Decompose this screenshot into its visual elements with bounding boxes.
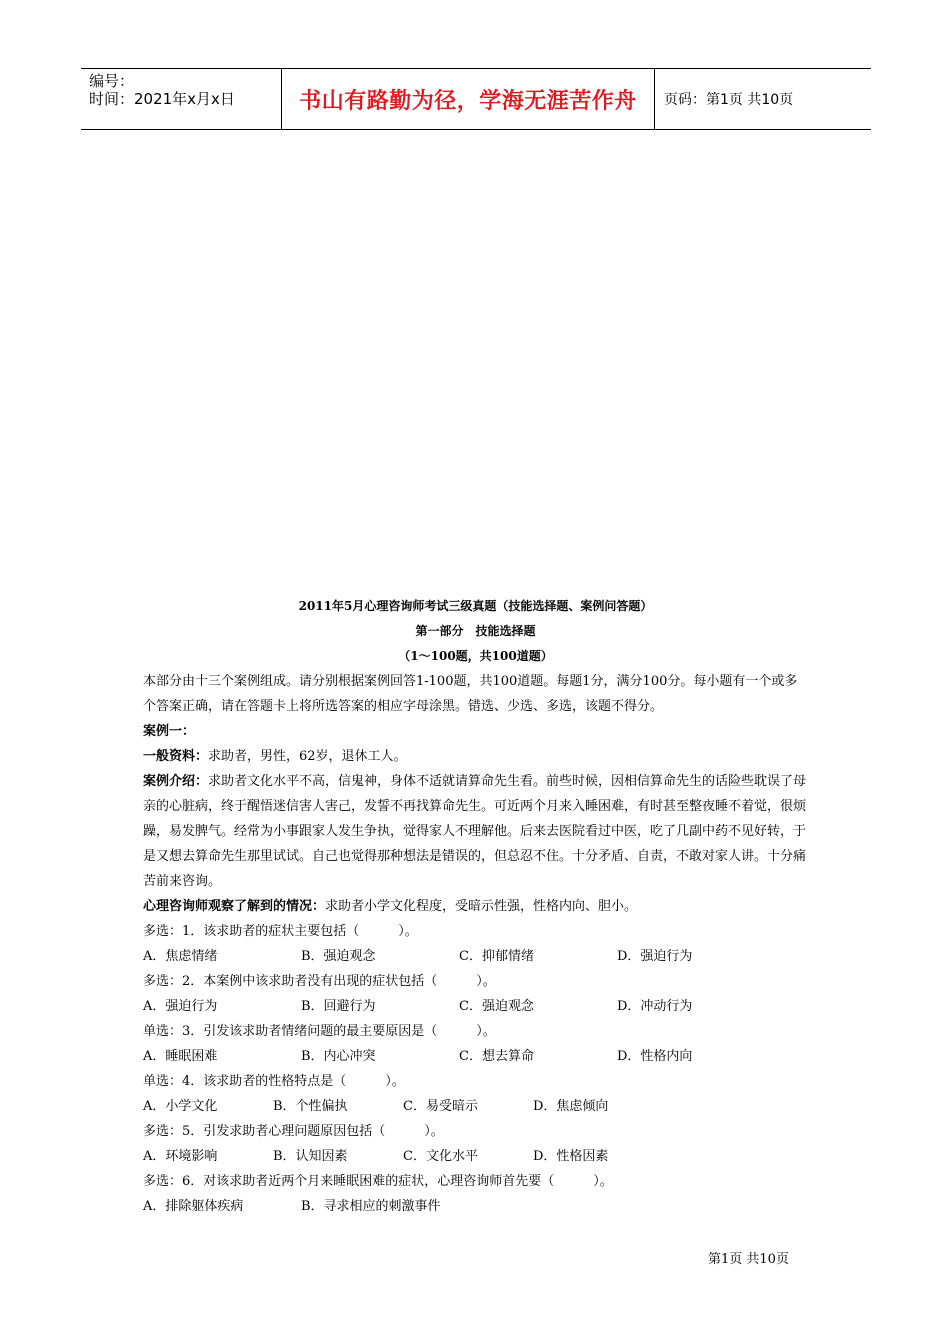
options-1 [143,944,808,969]
part-title: 第一部分 技能选择题 [415,624,536,638]
question-6: 多选：6．对该求助者近两个月来睡眠困难的症状，心理咨询师首先要（ ）。 [143,1174,613,1189]
observation-label: 心理咨询师观察了解到的情况： [143,899,326,914]
options-6 [143,1194,808,1219]
option: C．抑郁情绪 [459,949,534,964]
option: D．性格内向 [617,1049,693,1064]
question-4: 单选：4．该求助者的性格特点是（ ）。 [143,1074,405,1089]
general-info [143,744,808,769]
option: C．易受暗示 [403,1099,478,1114]
page-footer: 第1页 共10页 [708,1252,789,1267]
document-body [143,594,808,1219]
question-2: 多选：2．本案例中该求助者没有出现的症状包括（ ）。 [143,974,496,989]
options-3 [143,1044,808,1069]
number-label: 编号： [89,72,135,90]
option: D．性格因素 [533,1149,609,1164]
option: B．寻求相应的刺激事件 [301,1199,441,1214]
page-header [81,68,871,130]
options-2 [143,994,808,1019]
option: B．强迫观念 [301,949,376,964]
option: A．排除躯体疾病 [143,1199,244,1214]
option: B．个性偏执 [273,1099,348,1114]
question-range: （1～100题，共100道题） [398,649,553,663]
header-meta [89,72,279,108]
options-5 [143,1144,808,1169]
intro-paragraph: 本部分由十三个案例组成。请分别根据案例回答1-100题，共100道题。每题1分，满分100分。每小题有一个或多个答案正确，请在答题卡上将所选答案的相应字母涂黑。错选、少选、多选，该题不得分。 [143,674,798,714]
header-divider [654,69,655,129]
case-intro [143,769,808,894]
question-1: 多选：1．该求助者的症状主要包括（ ）。 [143,924,418,939]
option: C．文化水平 [403,1149,478,1164]
case-intro-label: 案例介绍： [143,774,209,789]
options-4 [143,1094,808,1119]
general-label: 一般资料： [143,749,209,764]
option: A．睡眠困难 [143,1049,218,1064]
option: C．想去算命 [459,1049,534,1064]
option: C．强迫观念 [459,999,534,1014]
option: A．焦虑情绪 [143,949,218,964]
observation [143,894,808,919]
header-page-info: 页码：第1页 共10页 [664,92,794,108]
question-5: 多选：5．引发求助者心理问题原因包括（ ）。 [143,1124,444,1139]
option: A．强迫行为 [143,999,218,1014]
header-motto: 书山有路勤为径，学海无涯苦作舟 [299,88,637,114]
case-intro-text: 求助者文化水平不高，信鬼神，身体不适就请算命先生看。前些时候，因相信算命先生的话险些耽误了母亲的心脏病，终于醒悟迷信害人害己，发誓不再找算命先生。可近两个月来入睡困难，有时甚至整夜睡不着觉，很烦躁，易发脾气。经常为小事跟家人发生争执，觉得家人不理解他。后来去医院看过中医，吃了几副中药不见好转，于是又想去算命先生那里试试。自己也觉得那种想法是错误的，但总忍不住。十分矛盾、自责，不敢对家人讲。十分痛苦前来咨询。 [143,774,807,889]
option: D．冲动行为 [617,999,693,1014]
option: B．内心冲突 [301,1049,376,1064]
general-text: 求助者，男性，62岁，退休工人。 [208,749,407,764]
option: A．环境影响 [143,1149,218,1164]
question-3: 单选：3．引发该求助者情绪问题的最主要原因是（ ）。 [143,1024,496,1039]
doc-title: 2011年5月心理咨询师考试三级真题（技能选择题、案例问答题） [298,599,653,613]
observation-text: 求助者小学文化程度，受暗示性强，性格内向、胆小。 [325,899,638,914]
time-label: 时间：2021年x月x日 [89,90,235,108]
option: D．焦虑倾向 [533,1099,609,1114]
option: A．小学文化 [143,1099,218,1114]
case-title: 案例一： [143,724,196,739]
option: B．认知因素 [273,1149,348,1164]
option: D．强迫行为 [617,949,693,964]
option: B．回避行为 [301,999,376,1014]
